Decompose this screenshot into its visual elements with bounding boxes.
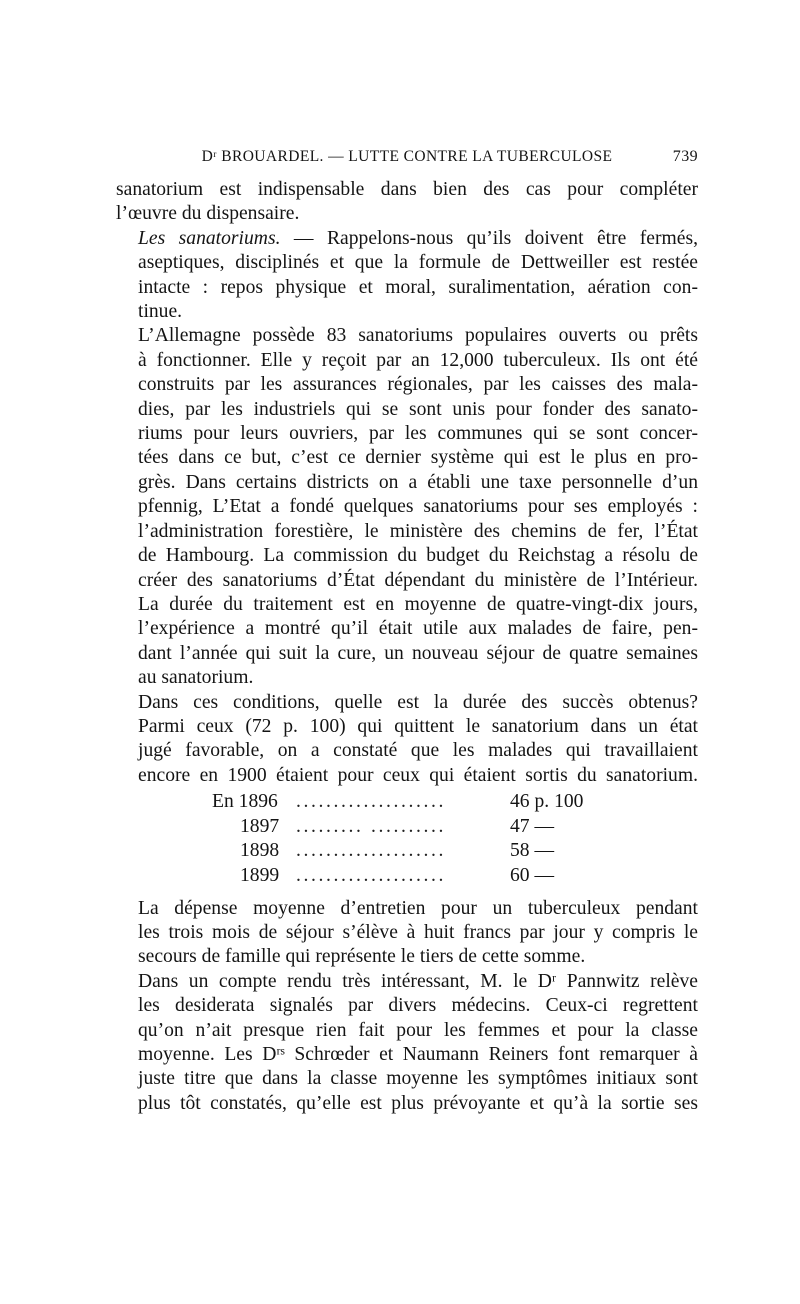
- text-line: dies, par les industriels qui se sont unis pour fonder des sanato-: [138, 398, 698, 420]
- text-line: Parmi ceux (72 p. 100) qui quittent le sanatorium dans un état: [138, 715, 698, 737]
- year-cell: En 1896: [212, 791, 278, 813]
- text-line: qu’on n’ait presque rien fait pour les femmes et pour la classe: [138, 1019, 698, 1041]
- text-line: La dépense moyenne d’entretien pour un tuberculeux pendant: [138, 897, 698, 919]
- paragraph-5: [116, 897, 698, 970]
- running-head-title: Dʳ BROUARDEL. — LUTTE CONTRE LA TUBERCULOSE: [201, 148, 613, 165]
- dot-leader: ......... ..........: [296, 815, 446, 837]
- text-line: de Hambourg. La commission du budget du Reichstag a résolu de: [138, 545, 698, 567]
- dot-leader: ....................: [296, 864, 446, 886]
- text-line: tinue.: [138, 301, 183, 323]
- table-row: [212, 790, 622, 815]
- text-line: créer des sanatoriums d’État dépendant du ministère de l’Intérieur.: [138, 569, 698, 591]
- text-line: intacte : repos physique et moral, suralimentation, aération con-: [138, 276, 698, 298]
- paragraph-1: [116, 178, 698, 227]
- text-line: secours de famille qui représente le tiers de cette somme.: [138, 946, 586, 968]
- dot-leader: ....................: [296, 791, 446, 813]
- paragraph-6: [116, 970, 698, 1116]
- text-run: — Rappelons-nous qu’ils doivent être fermés,: [280, 227, 698, 249]
- table-row: [212, 864, 622, 889]
- year-cell: 1898: [240, 840, 280, 862]
- text-line: l’administration forestière, le ministère des chemins de fer, l’État: [138, 520, 698, 542]
- text-line: riums pour leurs ouvriers, par les communes qui se sont concer-: [138, 423, 698, 445]
- text-line: jugé favorable, on a constaté que les malades qui travaillaient: [138, 740, 698, 762]
- text-line: l’expérience a montré qu’il était utile aux malades de faire, pen-: [138, 618, 698, 640]
- text-line: encore en 1900 étaient pour ceux qui étaient sortis du sanatorium.: [138, 764, 698, 786]
- year-cell: 1897: [240, 815, 280, 837]
- table-row: [212, 839, 622, 864]
- text-line: Dans ces conditions, quelle est la durée des succès obtenus?: [138, 691, 698, 713]
- running-head: [116, 148, 698, 172]
- text-line: grès. Dans certains districts on a établi une taxe personnelle d’un: [138, 471, 698, 493]
- page-number: 739: [672, 148, 698, 165]
- text-line: La durée du traitement est en moyenne de quatre-vingt-dix jours,: [138, 593, 698, 615]
- paragraph-2: [116, 227, 698, 325]
- dot-leader: ....................: [296, 840, 446, 862]
- percentage-cell: 58 —: [510, 840, 555, 862]
- book-page: [116, 148, 698, 1116]
- text-line: à fonctionner. Elle y reçoit par an 12,000 tuberculeux. Ils ont été: [138, 349, 698, 371]
- text-line: dant l’année qui suit la cure, un nouveau séjour de quatre semaines: [138, 642, 698, 664]
- table-row: [212, 815, 622, 840]
- paragraph-3: [116, 324, 698, 690]
- text-line: les trois mois de séjour s’élève à huit francs par jour y compris le: [138, 921, 698, 943]
- percentage-cell: 60 —: [510, 864, 555, 886]
- text-line: au sanatorium.: [138, 667, 254, 689]
- text-line: Dans un compte rendu très intéressant, M. le Dʳ Pannwitz relève: [138, 970, 698, 992]
- text-line: pfennig, L’Etat a fondé quelques sanatoriums pour ses employés :: [138, 496, 698, 518]
- text-line: juste titre que dans la classe moyenne les symptômes initiaux sont: [138, 1068, 698, 1090]
- text-line: construits par les assurances régionales, par les caisses des mala-: [138, 374, 698, 396]
- text-line: L’Allemagne possède 83 sanatoriums populaires ouverts ou prêts: [138, 325, 698, 347]
- text-line: moyenne. Les Dʳˢ Schrœder et Naumann Reiners font remarquer à: [138, 1043, 698, 1065]
- success-rate-table: [212, 788, 622, 896]
- text-line: tées dans ce but, c’est ce dernier système qui est le plus en pro-: [138, 447, 698, 469]
- text-line: sanatorium est indispensable dans bien des cas pour compléter: [116, 179, 698, 200]
- text-line: les desiderata signalés par divers médecins. Ceux-ci regrettent: [138, 995, 698, 1017]
- percentage-cell: 46 p. 100: [510, 791, 584, 813]
- text-line: l’œuvre du dispensaire.: [116, 203, 300, 225]
- percentage-cell: 47 —: [510, 815, 555, 837]
- text-line: aseptiques, disciplinés et que la formule de Dettweiller est restée: [138, 252, 698, 274]
- section-lead: Les sanatoriums.: [138, 227, 281, 249]
- paragraph-4: [116, 691, 698, 789]
- text-line: plus tôt constatés, qu’elle est plus prévoyante et qu’à la sortie ses: [138, 1092, 698, 1114]
- year-cell: 1899: [240, 864, 280, 886]
- text-line: [116, 227, 698, 251]
